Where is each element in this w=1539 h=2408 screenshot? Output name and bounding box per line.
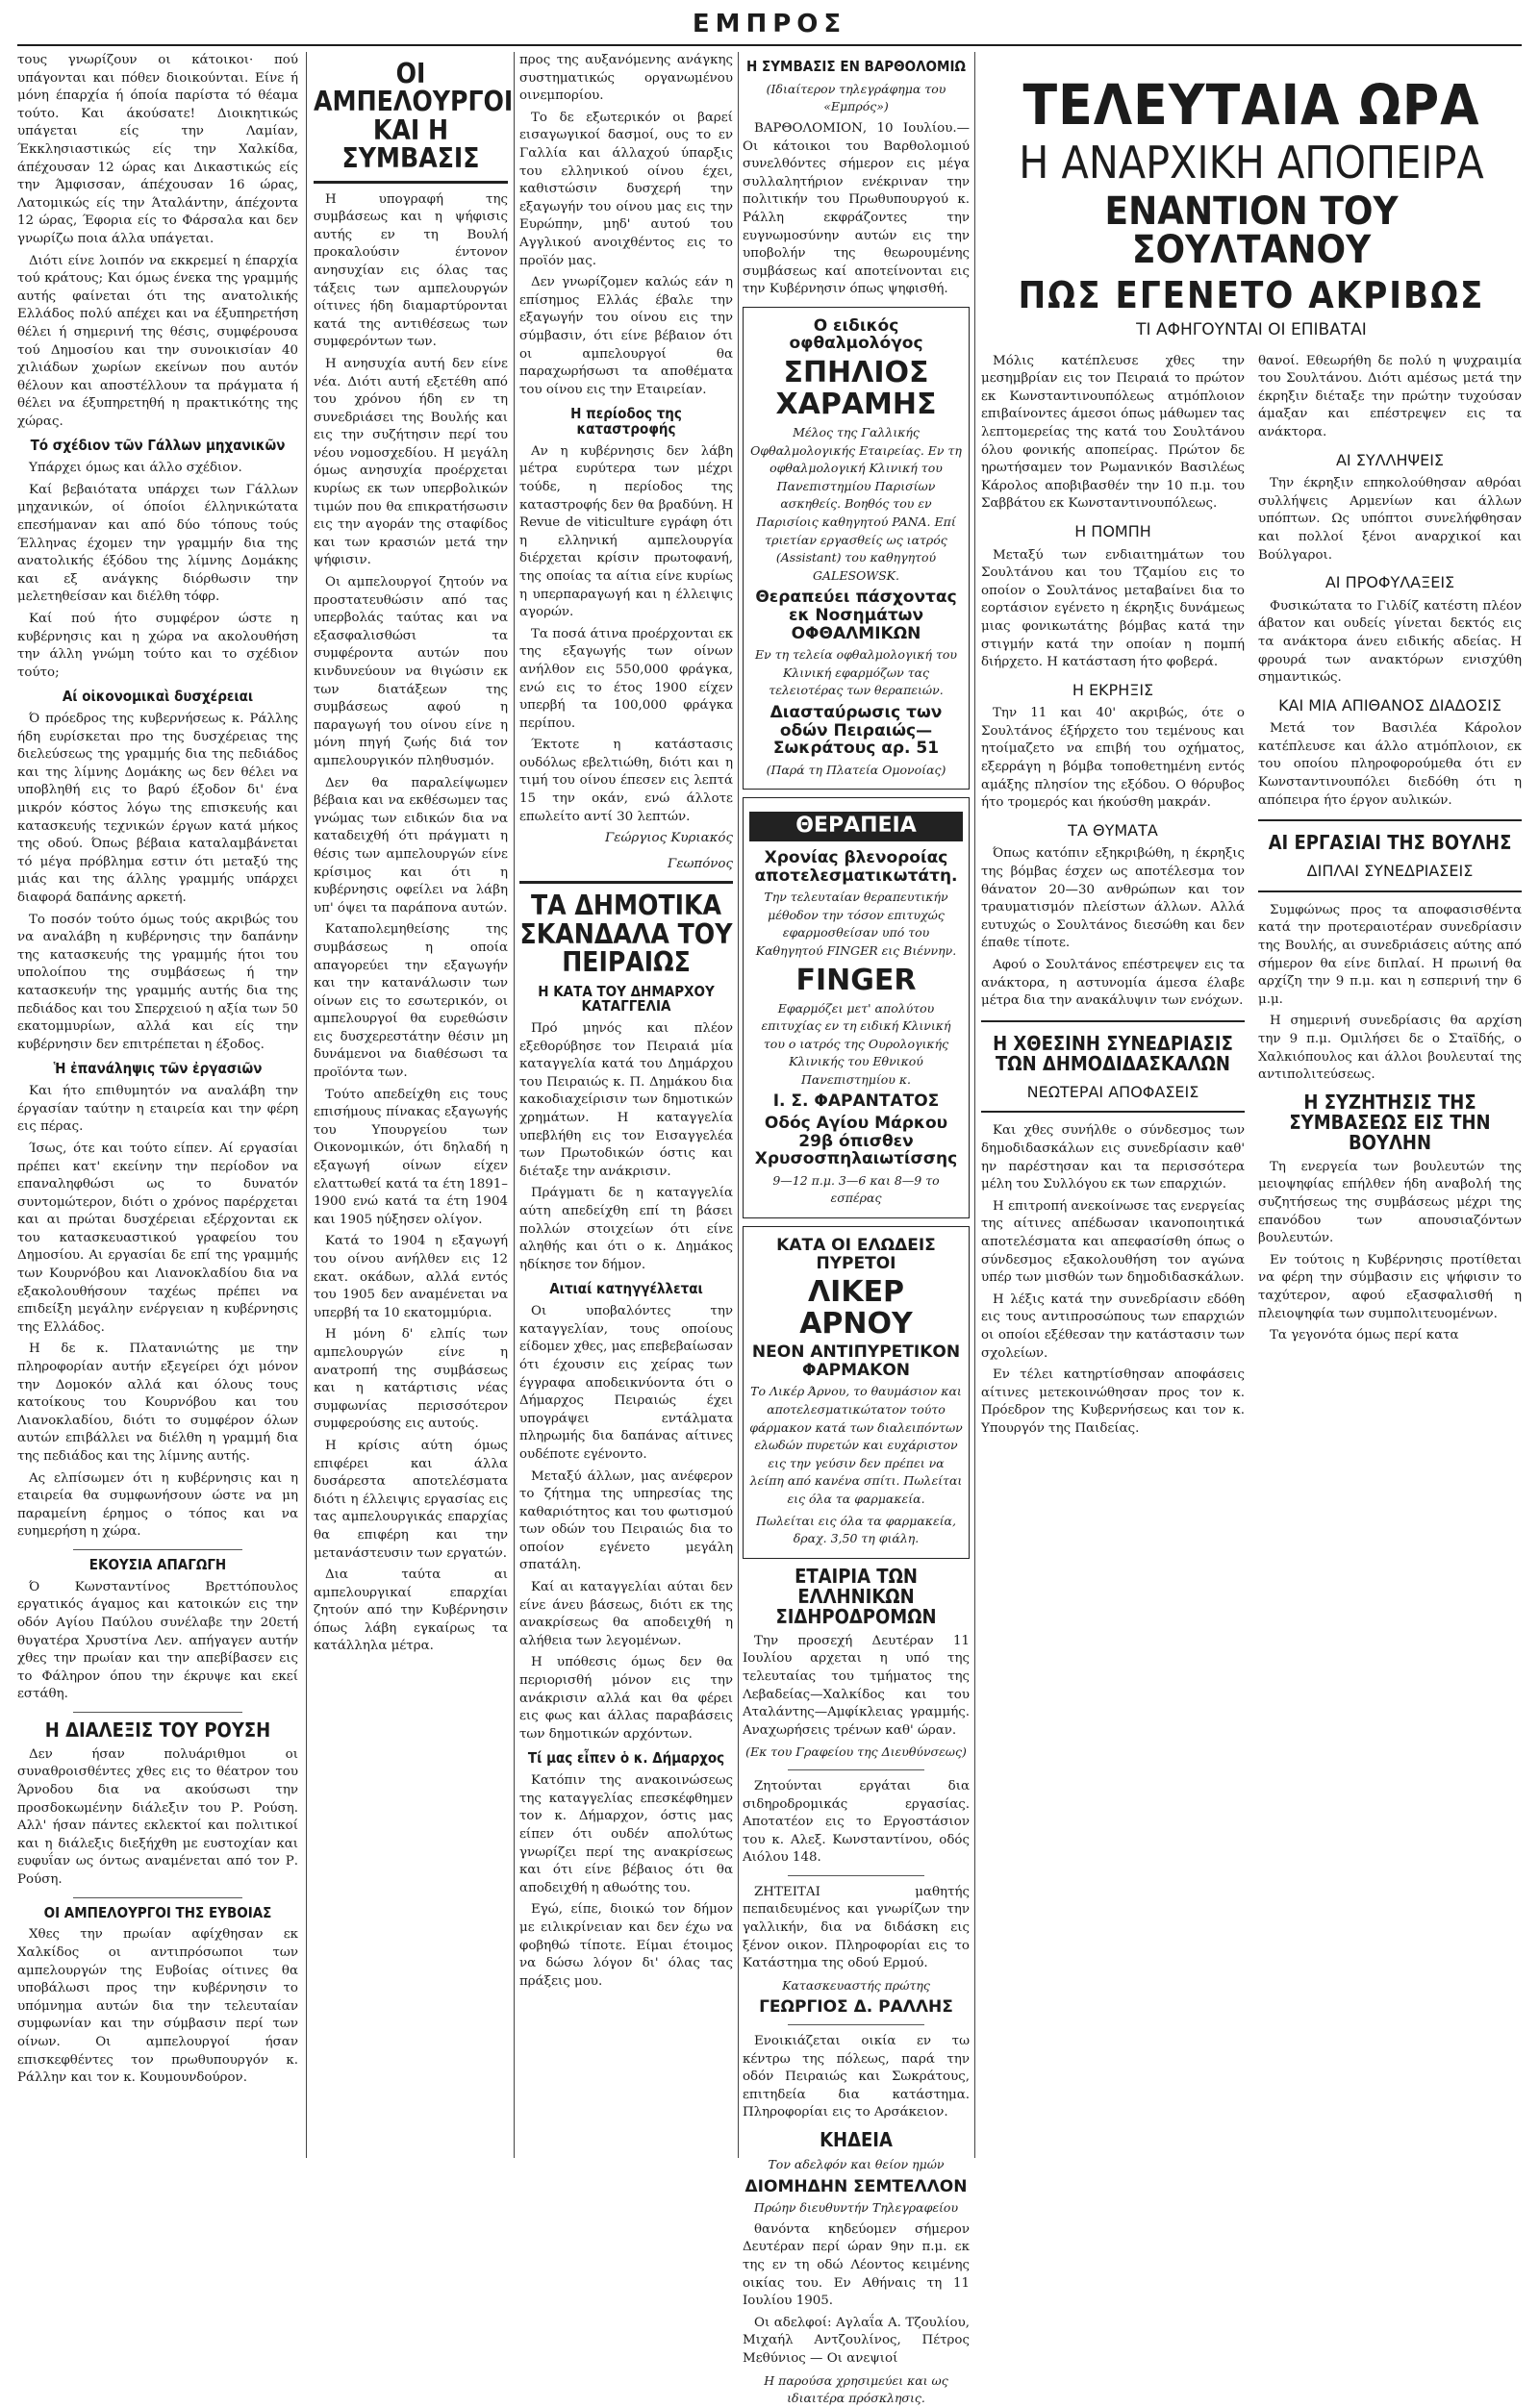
ad-professor-name: FINGER [795, 963, 917, 997]
article-text: Τη ενεργεία των βουλευτών της μειοψηφίας επήλθεν ήδη αναβολή της συζητήσεως της συμβάσεως μέχρι της επανόδου των απουσιαζόντων βουλευτών. [1258, 1159, 1522, 1246]
ad-banner: ΘΕΡΑΠΕΙΑ [749, 812, 963, 841]
article-text: Δεν γνωρίζομεν καλώς εάν η επίσημος Ελλάς έβαλε την εξαγωγήν του οίνου εις την σύμβασιν, ότι είνε βέβαιον ότι οι αμπελουργοί θα παραχωρήσωσι τα αποθέματα του οίνου εις την Εταιρείαν. [519, 275, 733, 397]
article-text: Την προσεχή Δευτέραν 11 Ιουλίου αρχεται η υπό της τελευταίας του τμήματος της Λεβαδείας—Χαλκίδος και του Αταλάντης—Αμφίκλειας γραμμής. Αναχωρήσεις τρένων καθ' ώραν. [743, 1633, 970, 1738]
subheading: Ἡ ἐπανάληψις τῶν ἐργασιῶν [53, 1060, 263, 1078]
author-title: Γεωπόνος [668, 856, 733, 871]
page-headline-3: ΕΝΑΝΤΙΟΝ ΤΟΥ ΣΟΥΛΤΑΝΟΥ [1104, 189, 1399, 272]
article-text: Μόλις κατέπλευσε χθες την μεσημβρίαν εις τον Πειραιά το πρώτον εκ Κωνσταντινουπόλεως ατμόπλοιον επιβαίνοντες άμεσοι όπως μάθωμεν τας λεπτομερείας της κατά του Σουλτάνου όλου φονικής αποπείρας. Πρώτον δε ηρωτήσαμεν τον Ρωμανικόν Βασιλέως Κάρολος αποβιβασθέν την 10 π.μ. του Σαββάτου εκ Κωνσταντινουπόλεως. [981, 353, 1245, 512]
article-text: τους γνωρίζουν οι κάτοικοι· πού υπάγονται και πόθεν διοικούνται. Είνε ή μόνη έπαρχία ή όποία παρίστα τό θέαμα τούτο. Και άκούσατε! Διοικητικώς υπάγεται είς την Λαμίαν, Έκκλησιαστικώς είς την Χαλκίδα, άπέχουσαν 12 ώρας και Δικαστικώς είς την Άμφισσαν, άπέχουσαν 16 ώρας, Λατομικώς είς την Άταλάντην, άπέχοντα 12 ώρας, Έφορια είς το Φάρσαλα και δεν γνωρίζω ποια άλλα υπάγεται. [17, 53, 298, 246]
subheading: Τό σχέδιον τῶν Γάλλων μηχανικῶν [30, 437, 286, 455]
advertisement-therapy [743, 797, 970, 1218]
article-text: Και χθες συνήλθε ο σύνδεσμος των δημοδιδασκάλων εις συνεδρίασιν καθ' ην παρέστησαν και τα περισσότερα μέλη του Συλλόγου εκ των επαρχιών. [981, 1123, 1245, 1192]
separator [73, 1897, 241, 1898]
column-1 [17, 52, 298, 2158]
article-text: Ας ελπίσωμεν ότι η κυβέρνησις και η εταιρεία θα συμφωνήσουν ώστε να μη παραμείνη έρημος ο τόπος και να ευημερήση η χώρα. [17, 1470, 298, 1540]
subcolumn-right [1258, 353, 1522, 1442]
classified-signature: ΓΕΩΡΓΙΟΣ Δ. ΡΑΛΛΗΣ [759, 1997, 953, 2018]
article-text: Φυσικώτατα το Γιλδίζ κατέστη πλέον άβατον και ουδείς γίνεται δεκτός εις τα ανάκτορα άνευ ειδικής αδείας. Η φρουρά των ανακτόρων ενισχύθη σημαντικώς. [1258, 598, 1522, 686]
advertisement-liqueur [743, 1226, 970, 1559]
funeral-notice-name: ΔΙΟΜΗΔΗΝ ΣΕΜΤΕΛΛΟΝ [744, 2176, 968, 2196]
ad-pretitle: ΚΑΤΑ ΟΙ ΕΛΩΔΕΙΣ ΠΥΡΕΤΟΙ [776, 1236, 936, 1273]
article-headline: Η ΣΥΖΗΤΗΣΙΣ ΤΗΣ ΣΥΜΒΑΣΕΩΣ ΕΙΣ ΤΗΝ ΒΟΥΛΗΝ [1289, 1090, 1491, 1154]
masthead-rule [17, 44, 1522, 46]
article-text: Μετά τον Βασιλέα Κάρολον κατέπλευσε και άλλο ατμόπλοιον, εκ του οποίου πληροφορούμεθα ότι εν Κωνσταντινουπόλει διεδόθη ότι η απόπειρα ήτο έργον αυλικών. [1258, 721, 1522, 808]
separator [519, 881, 733, 884]
article-source: (Εκ του Γραφείου της Διευθύνσεως) [745, 1744, 967, 1760]
article-text: Το δε εξωτερικόν οι βαρεί εισαγωγικοί δασμοί, ους το εν Γαλλία και άλλαχού ύπαρξις του ελληνικού οίνου έχει, καθιστώσιν δυσχερή την εξαγωγήν του οίνου μας εις την Ευρώπην, μηδ' αυτού του Αγγλικού ανοιχθέντος εις το προϊόν μας. [519, 110, 733, 268]
subheading: ΑΙ ΣΥΛΛΗΨΕΙΣ [1335, 450, 1445, 469]
article-text: Το ποσόν τούτο όμως τούς ακριβώς του να αναλάβη η κυβέρνησις την δαπάνην της κατασκευής της γραμμής ήτοι του υπολοίπου της συμβάσεως ή την κατασκευήν της γραμμής αυτής δια της πεδιάδος και του Σπερχειού η αξία των 50 εκατομμυρίων, αλλά και είς την κυβέρνησιν δεν επιτρέπεται η έξοδος. [17, 912, 298, 1052]
article-text: Οι υποβαλόντες την καταγγελίαν, τους οποίους είδομεν χθες, μας επεβεβαίωσαν ότι έχουσιν εις χείρας των έγγραφα αποδεικνύοντα ότι ο Δήμαρχος Πειραιώς έχει υπογράψει εντάλματα πληρωμής δια δαπάνας αίτινες ουδέποτε εγένοντο. [519, 1304, 733, 1462]
ad-address-note: (Παρά τη Πλατεία Ομονοίας) [766, 762, 946, 777]
separator [788, 1769, 924, 1770]
separator [73, 1712, 241, 1713]
ad-subtitle: Χρονίας βλενοροίας αποτελεσματικωτάτη. [754, 847, 958, 886]
ad-pretitle: Ο ειδικός οφθαλμολόγος [789, 315, 923, 354]
page-headline-2: Η ΑΝΑΡΧΙΚΗ ΑΠΟΠΕΙΡΑ [1019, 137, 1484, 188]
article-text: Η λέξις κατά την συνεδρίασιν εδόθη εις τους αντιπροσώπους των επαρχιών οι οποίοι εξέθεσαν την κατάστασιν των σχολείων. [981, 1292, 1245, 1361]
ad-text: Την τελευταίαν θεραπευτικήν μέθοδον την τόσον επιτυχώς εφαρμοσθείσαν υπό του Καθηγητού FINGER εις Βιέννην. [755, 890, 957, 958]
ad-doctor-name: Ι. Σ. ΦΑΡΑΝΤΑΤΟΣ [772, 1091, 940, 1112]
classified-text: Ενοικιάζεται οικία εν τω κέντρω της πόλεως, παρά την οδόν Πειραιώς και Σωκράτους, επιτηδεία δια κατάστημα. Πληροφορίαι εις το Αρσάκειον. [743, 2034, 970, 2120]
article-text: Έκτοτε η κατάστασις ουδόλως εβελτιώθη, διότι και η τιμή του οίνου έπεσεν εις λεπτά 15 την οκάν, ενώ άλλοτε επωλείτο αντί 30 λεπτών. [519, 738, 733, 824]
author-signature: Γεώργιος Κυριακός [605, 831, 733, 846]
subheading: Αί οἰκονομικαὶ δυσχέρειαι [62, 688, 254, 706]
article-headline: ΕΤΑΙΡΙΑ ΤΩΝ ΕΛΛΗΝΙΚΩΝ ΣΙΔΗΡΟΔΡΟΜΩΝ [775, 1564, 937, 1628]
article-subheadline: ΝΕΩΤΕΡΑΙ ΑΠΟΦΑΣΕΙΣ [1026, 1082, 1199, 1101]
article-text: Διότι είνε λοιπόν να εκκρεμεί η έπαρχία τού κράτους; Και όμως ένεκα της γραμμής αυτής φαίνεται ότι της ανατολικής Ελλάδος πολύ απέχει και να έξυπηρετήση θέλει ή σημερινή της θέσις, συμφέρουσα τού Δημοσίου και την συνοικισίαν 40 χιλιάδων χωρίων εκείνων που αυτόν θέλουν και αποστέλλουν τα πράγματα ή θέλει να έξυπηρετηθή η πρακτικότης της χώρας. [17, 253, 298, 429]
article-text: Υπάρχει όμως και άλλο σχέδιον. [29, 461, 242, 476]
article-headline: Η ΔΙΑΛΕΞΙΣ ΤΟΥ ΡΟΥΣΗ [44, 1718, 271, 1742]
article-text: Τούτο απεδείχθη εις τους επισήμους πίνακας εξαγωγής του Υπουργείου των Οικονομικών, ότι δηλαδή η εξαγωγή οίνων είχεν ελαττωθεί κατά τα έτη 1891–1900 ενώ κατά τα έτη 1904 και 1905 ηύξησεν ολίγον. [314, 1087, 508, 1227]
article-text: θανοί. Εθεωρήθη δε πολύ η ψυχραιμία του Σουλτάνου. Διότι αμέσως μετά την έκρηξιν διέταξε την πρώτην τυχούσαν άμαξαν και επέστρεψεν εις τα ανάκτορα. [1258, 353, 1522, 439]
separator [788, 1875, 924, 1876]
article-text: ΒΑΡΘΟΛΟΜΙΟΝ, 10 Ιουλίου.— Οι κάτοικοι του Βαρθολομιού συνελθόντες σήμερον εις μέγα συλλαλητήριον ενέκριναν την πολιτικήν του Πρωθυπουργού κ. Ράλλη εκφράζοντες την ευγνωμοσύνην αυτών εις την υποβολήν της θεωρουμένης συμβάσεως καί αποτείνονται εις την Κυβέρνησιν όπως ψηφισθή. [743, 120, 970, 297]
ad-credentials: Μέλος της Γαλλικής Οφθαλμολογικής Εταιρείας. Εν τη οφθαλμολογική Κλινική του Πανεπιστημίου Παρισίων ασκηθείς. Βοηθός του εν Παρισίοις καθηγητού PANA. Επί τριετίαν εργασθείς ως ιατρός (Assistant) του καθηγητού GALESOWSK. [750, 425, 962, 583]
article-header-box [981, 1020, 1245, 1114]
article-text: Τα γεγονότα όμως περί κατα [1270, 1328, 1459, 1343]
article-text: Ό Κωνσταντίνος Βρεττόπουλος εργατικός άγαμος και κατοικών εις την οδόν Αγίου Παύλου συνέλαβε την 20ετή θυγατέρα Χρυστίνα Λεν. απήγαγεν αυτήν χθες την πρωίαν και την απεβίβασεν εις το Φάληρον όπου την έκρυψε και εκεί εστάθη. [17, 1579, 298, 1702]
article-subheadline: ΔΙΠΛΑΙ ΣΥΝΕΔΡΙΑΣΕΙΣ [1306, 862, 1474, 881]
article-text: Καί πού ήτο συμφέρον ώστε η κυβέρνησις και η χώρα να ακολουθήση την άλλη γνώμη τούτο και το σχέδιον τούτο; [17, 611, 298, 680]
funeral-notice-title: Πρώην διευθυντήν Τηλεγραφείου [753, 2200, 959, 2216]
column-divider [738, 52, 739, 2158]
article-text: Καί βεβαιότατα υπάρχει των Γάλλων μηχανικών, οί όποίοι έλληνικώτατα επεσήμαναν και από δύο τόπους τούς Έλληνας έχομεν την γραμμήν δια της ανατολικής έξόδου της λίμνης Δομάκης και εξ ανάγκης διόρθωσιν την μελετηθείσαν και διέλθη τόφρ. [17, 482, 298, 605]
article-text: Συμφώνως προς τα αποφασισθέντα κατά την προτεραιοτέραν συνεδρίασιν της Βουλής, αι συνεδριάσεις αύτης από σήμερον θα είνε διπλαί. Η πρωινή θα αρχίζη την 9 π.μ. και η εσπερινή την 6 μ.μ. [1258, 902, 1522, 1007]
classified-text: Ζητούνται εργάται δια σιδηροδρομικάς εργασίας. Αποτατέον εις το Εργοστάσιον του κ. Αλεξ. Κωνσταντίνου, οδός Αιόλου 148. [743, 1778, 970, 1866]
article-headline: Η ΧΘΕΣΙΝΗ ΣΥΝΕΔΡΙΑΣΙΣ ΤΩΝ ΔΗΜΟΔΙΔΑΣΚΑΛΩΝ [993, 1031, 1233, 1075]
article-text: Την 11 και 40' ακριβώς, ότε ο Σουλτάνος έξήρχετο του τεμένους και ητοίμαζετο να επιβή του οχήματος, εξερράγη η βόμβα τοποθετημένη εντός αμάξης πλησίον της εξόδου. Ο θόρυβος ήτο τρομερός και ήκούσθη μακράν. [981, 706, 1245, 811]
classified-text: ΖΗΤΕΙΤΑΙ μαθητής πεπαιδευμένος και γνωρίζων την γαλλικήν, δια να διδάσκη εις ξένον οικον. Πληροφορίαι εις το Κατάστημα της οδού Ερμού. [743, 1884, 970, 1971]
article-text: Η επιτροπή ανεκοίνωσε τας ενεργείας της αίτινες απέδωσαν ικανοποιητικά αποτελέσματα και απεφασίσθη όπως ο σύνδεσμος εξακολουθήση τον αγώνα υπέρ των μισθών των δημοδιδασκάλων. [981, 1198, 1245, 1286]
funeral-notice-text: Τον αδελφόν και θείον ημών [768, 2157, 945, 2171]
subcolumn-left [981, 353, 1245, 1442]
column-5 [981, 52, 1522, 2158]
column-4 [743, 52, 970, 2406]
article-headline: Η ΣΥΜΒΑΣΙΣ ΕΝ ΒΑΡΘΟΛΟΜΙΩ [746, 58, 966, 75]
subheading: Η ΕΚΡΗΞΙΣ [1072, 680, 1154, 699]
article-text: Δεν ήσαν πολυάριθμοι οι συναθροισθέντες χθες εις το θέατρον του Άρνοδου δια να ακούσωσι την προσδοκωμένην διάλεξιν του Ρ. Ρούση. Αλλ' ήσαν πάντες εκλεκτοί και πολιτικοί και η διάλεξις διεξήχθη με ευστοχίαν και ευφυΐαν ως όντως αναμένεται από τον Ρ. Ρούση. [17, 1746, 298, 1888]
funeral-notice-text: θανόντα κηδεύομεν σήμερον Δευτέραν περί ώραν 9ην π.μ. εκ της εν τη οδώ Λέοντος κειμένης οικίας του. Εν Αθήναις τη 11 Ιουλίου 1905. [743, 2221, 970, 2309]
article-text: Μεταξύ των ενδιαιτημάτων του Σουλτάνου και του Τζαμίου εις το οποίον ο Σουλτάνος μεταβαίνει δια το εορτάσιον εγένετο η έκρηξις δυνάμεως μιας φονικωτάτης βόμβας κατά την στιγμήν κατά την οποίαν η πομπή διήρχετο. Η κατάσταση ήτο φοβερά. [981, 547, 1245, 670]
article-headline: ΕΚΟΥΣΙΑ ΑΠΑΓΩΓΗ [88, 1555, 227, 1573]
article-text: Μεταξύ άλλων, μας ανέφερον το ζήτημα της υπηρεσίας της καθαριότητος και του φωτισμού των οδών του Πειραιώς δια το οποίον εγένετο μεγάλη σπατάλη. [519, 1468, 733, 1573]
funeral-notice-text: Η παρούσα χρησιμεύει και ως ιδιαιτέρα πρόσκλησις. [764, 2372, 948, 2406]
ad-specialty: Θεραπεύει πάσχοντας εκ Νοσημάτων ΟΦΘΑΛΜΙΚΩΝ [755, 588, 957, 643]
article-text: Καταπολεμηθείσης της συμβάσεως η οποία απαγορεύει την εξαγωγήν και την κατανάλωσιν των οίνων εις το εσωτερικόν, οι αμπελουργοί θα ευρεθώσιν εις δυσχερεστάτην θέσιν μη δυνάμενοι να διαθέσωσι τα προϊόντα των. [314, 922, 508, 1081]
article-text: Εν τούτοις η Κυβέρνησις προτίθεται να φέρη την σύμβασιν εις ψήφισιν το ταχύτερον, αφού εξασφαλισθή η πλειοψηφία των συμπολιτευομένων. [1258, 1252, 1522, 1321]
article-text: Την έκρηξιν επηκολούθησαν αθρόαι συλλήψεις Αρμενίων και άλλων υπόπτων. Ως υπόπτοι συνελήφθησαν και πολλοί ξένοι αναρχικοί και Βούλγαροι. [1258, 476, 1522, 563]
article-text: Χθες την πρωίαν αφίχθησαν εκ Χαλκίδος οι αντιπρόσωποι των αμπελουργών της Ευβοίας οίτινες θα υποβάλωσι προς την κυβέρνησιν το υπόμνημα αυτών δια την τελευταίαν συμφωνίαν και την σύμβασιν περί των οίνων. Οι αμπελουργοί ήσαν επισκεφθέντες τον πρωθυπουργόν κ. Ράλλην και τον κ. Κουμουνδούρον. [17, 1927, 298, 2086]
article-text: Αν η κυβέρνησις δεν λάβη μέτρα ευρύτερα των μέχρι τούδε, η περίοδος της καταστροφής δεν θα βραδύνη. Η Revue de viticulture εγράφη ότι η ελληνική αμπελουργία διέρχεται κρίσιν πρωτοφανή, της οποίας τα αίτια είνε κυρίως η υπερπαραγωγή και η έλλειψις αγορών. [519, 443, 733, 620]
funeral-notice-heading: ΚΗΔΕΙΑ [820, 2128, 893, 2151]
article-subheadline: Η ΚΑΤΑ ΤΟΥ ΔΗΜΑΡΧΟΥ ΚΑΤΑΓΓΕΛΙΑ [538, 982, 715, 1016]
page-headline: ΤΕΛΕΥΤΑΙΑ ΩΡΑ [1022, 72, 1480, 138]
article-text: Η δε κ. Πλατανιώτης με την πληροφορίαν αυτήν εξεγείρει όχι μόνον την Δομοκόν αλλά και όλους τους κατοίκους του Κουρνόβου και του Λιανοκλαδίου, διότι το συμφέρον όλων αυτών επιβάλλει να διέλθη η γραμμή δια της πεδιάδος και της λίμνης αυτής. [17, 1342, 298, 1464]
subheading: ΑΙ ΠΡΟΦΥΛΑΞΕΙΣ [1325, 573, 1455, 592]
separator [73, 1549, 241, 1550]
article-text: Κατά το 1904 η εξαγωγή του οίνου ανήλθεν εις 12 εκατ. οκάδων, αλλά εντός του 1905 δεν αναμένεται να υπερβή τα 10 εκατομμύρια. [314, 1234, 508, 1320]
article-text: Η υπόθεσις όμως δεν θα περιορισθή μόνον εις την ανάκρισιν αλλά και θα φέρει εις φως και άλλας παραβάσεις των δημοτικών αρχόντων. [519, 1655, 733, 1742]
subheading: Η περίοδος της καταστροφής [570, 405, 682, 439]
ad-text: Εφαρμόζει μετ' απολύτου επιτυχίας εν τη ειδική Κλινική του ο ιατρός της Ουρολογικής Κλινικής του Εθνικού Πανεπιστημίου κ. [761, 1000, 951, 1087]
article-text: Δεν θα παραλείψωμεν βέβαια και να εκθέσωμεν τας γνώμας των ειδικών δια να καταδειχθή ότι πράγματι η θέσις των αμπελουργών είνε κρίσιμος και ότι η κυβέρνησις οφείλει να λάβη υπ' όψει τα παράπονα αυτών. [314, 775, 508, 916]
article-text: Η ανησυχία αυτή δεν είνε νέα. Διότι αυτή εξετέθη από του χρόνου ήδη εν τη συνεδριάσει της Βουλής και εις την συζήτησιν περί του νέου νομοσχεδίου. Η μεγάλη όμως ανησυχία προέρχεται κυρίως εκ των υπερβολικών τιμών που θα επικρατήσωσιν εις την αγοράν της σταφίδος και των κρασιών μετά την ψήφισιν. [314, 356, 508, 568]
page-headline-5: ΤΙ ΑΦΗΓΟΥΝΤΑΙ ΟΙ ΕΠΙΒΑΤΑΙ [1136, 320, 1367, 339]
article-text: Η κρίσις αύτη όμως επιφέρει και άλλα δυσάρεστα αποτελέσματα διότι η έλλειψις εργασίας εις τας αμπελουργικάς επαρχίας θα επιφέρη και την μετανάστευσιν των εργατών. [314, 1438, 508, 1561]
article-text: Τα ποσά άτινα προέρχονται εκ της εξαγωγής των οίνων ανήλθον εις 550,000 φράγκα, ενώ εις το έτος 1900 είχεν υπερβή τα 100,000 φράγκα περίπου. [519, 626, 733, 731]
advertisement-ophthalmologist [743, 307, 970, 790]
article-headline: ΤΑ ΔΗΜΟΤΙΚΑ ΣΚΑΝΔΑΛΑ ΤΟΥ ΠΕΙΡΑΙΩΣ [519, 890, 733, 979]
article-text: Ίσως, ότε και τούτο είπεν. Αί εργασίαι πρέπει κατ' εκείνην την περίοδον να επαναληφθώσι ως το δυνατόν συντομώτερον, διότι ο χρόνος παρέρχεται και αι πρώται δυσχέρειαι εξέρχονται εκ του κατασκευαστικού γραφείου του Δημοσίου. Αι εργασίαι δε επί της γραμμής των Κουρνόβου και Λιανοκλαδίου δια να εξακολουθήσουν ταχέως πρέπει να επιδείξη μεγάλην ενέργειαν η κυβέρνησις της Ελλάδος. [17, 1141, 298, 1335]
column-divider [974, 52, 975, 2158]
subheading: Τί μας εἶπεν ὁ κ. Δήμαρχος [527, 1749, 725, 1768]
article-text: προς της αυξανόμενης ανάγκης συστηματικώς οργανωμένου οινεμπορίου. [519, 53, 733, 104]
separator [314, 181, 508, 184]
newspaper-name: ΕΜΠΡΟΣ [692, 10, 847, 38]
ad-text: Το Λικέρ Άρνου, το θαυμάσιον και αποτελεσματικώτατον τούτο φάρμακον κατά των διαλειπόντων ελωδών πυρετών και ευχάριστον εις την γεύσιν δεν πρέπει να λείπη από κανένα σπίτι. Πωλείται εις όλα τα φαρμακεία. [749, 1384, 963, 1506]
article-header-box [1258, 819, 1522, 892]
article-headline: ΟΙ ΑΜΠΕΛΟΥΡΓΟΙ ΤΗΣ ΕΥΒΟΙΑΣ [43, 1903, 272, 1921]
page-headline-4: ΠΩΣ ΕΓΕΝΕΤΟ ΑΚΡΙΒΩΣ [1018, 274, 1485, 316]
article-headline: ΑΙ ΕΡΓΑΣΙΑΙ ΤΗΣ ΒΟΥΛΗΣ [1268, 831, 1512, 855]
classified-signature: Κατασκευαστής πρώτης [782, 1977, 930, 1993]
ad-price: Πωλείται εις όλα τα φαρμακεία, δραχ. 3,50 τη φιάλη. [756, 1513, 956, 1546]
ad-text: Εν τη τελεία οφθαλμολογική του Κλινική εφαρμόζων τας τελειοτέρας των θεραπειών. [755, 647, 957, 698]
ad-address: Διασταύρωσις των οδών Πειραιώς—Σωκράτους αρ. 51 [770, 702, 943, 759]
article-text: Κατόπιν της ανακοινώσεως της καταγγελίας επεσκέφθημεν τον κ. Δήμαρχον, όστις μας είπεν ότι ουδέν απολύτως γνωρίζει περί της ανακρίσεως και ότι είνε βέβαιος ότι θα αποδειχθή η αθωότης του. [519, 1773, 733, 1895]
article-text: Η σημερινή συνεδρίασις θα αρχίση την 9 π.μ. Ομιλήσει δε ο Σταϊδής, ο Χαλκιόπουλος και άλλοι βουλευταί της αντιπολιτεύσεως. [1258, 1014, 1522, 1083]
article-text: Εν τέλει κατηρτίσθησαν αποφάσεις αίτινες μετεκοινώθησαν προς τον κ. Πρόεδρον της Κυβερνήσεως και τον κ. Υπουργόν της Παιδείας. [981, 1367, 1245, 1436]
subheading: ΤΑ ΘΥΜΑΤΑ [1068, 820, 1158, 840]
column-3 [519, 52, 733, 2158]
article-text: Πράγματι δε η καταγγελία αύτη απεδείχθη επί τη βάσει πολλών στοιχείων ότι είνε αληθής και ότι ο κ. Δημάκος ηδίκησε τον δήμον. [519, 1186, 733, 1272]
ad-subtitle: ΝΕΟΝ ΑΝΤΙΠΥΡΕΤΙΚΟΝ ΦΑΡΜΑΚΟΝ [751, 1342, 961, 1380]
article-text: Η υπογραφή της συμβάσεως και η ψήφισις αυτής εν τη Βουλή προκαλούσιν έντονον ανησυχίαν εις όλας τας τάξεις των αμπελουργών οίτινες ήδη διαμαρτύρονται κατά της αντιθέσεως των συμφερόντων των. [314, 191, 508, 350]
funeral-notice-relatives: Οι αδελφοί: Αγλαΐα Α. Τζουλίου, Μιχαήλ Αντζουλίνος, Πέτρος Μεθύνιος — Οι ανεψιοί [743, 2315, 970, 2366]
article-text: Ό πρόεδρος της κυβερνήσεως κ. Ράλλης ήδη ευρίσκεται προ της δυσχέρειας της διελεύσεως της γραμμής δια της πεδιάδος και της λίμνης Δομάκης ως δεν θέλει να υποβληθή εις το βαρύ έξοδον δι' ένα μικρόν κόστος λόγω της επισκευής και κατασκευής τεχνικών έργων κατά μήκος της οδού. Όπως βέβαια καταλαμβάνεται τό μέγα πρόβλημα εστιν ότι μεταξύ της μιάς και της άλλης γραμμής υπάρχει διαφορά δαπάνης αρκετή. [17, 712, 298, 906]
article-text: Όπως κατόπιν εξηκριβώθη, η έκρηξις της βόμβας έσχεν ως αποτέλεσμα τον θάνατον 20—30 ανθρώπων και τον τραυματισμόν πλείστων άλλων. Αλλά ευτυχώς ο Σουλτάνος διεσώθη και δεν έπαθε τίποτε. [981, 846, 1245, 951]
subheading: Η ΠΟΜΠΗ [1074, 521, 1151, 540]
article-text: Καί αι καταγγελίαι αύται δεν είνε άνευ βάσεως, διότι εκ της ανακρίσεως θα αποδειχθή η αλήθεια των λεγομένων. [519, 1580, 733, 1648]
article-text: Πρό μηνός και πλέον εξεθορύβησε τον Πειραιά μία καταγγελία κατά του Δημάρχου του Πειραιώς κ. Π. Δημάκου δια κακοδιαχείρισιν των δημοτικών χρημάτων. Η καταγγελία υπεβλήθη εις τον Εισαγγελέα των Πρωτοδικών όστις και διέταξε την ανάκρισιν. [519, 1021, 733, 1179]
article-text: Και ήτο επιθυμητόν να αναλάβη την έργασίαν ταύτην η εταιρεία και την φέρη εις πέρας. [17, 1084, 298, 1135]
article-text: Αφού ο Σουλτάνος επέστρεψεν εις τα ανάκτορα, η αστυνομία άμεσα έλαβε μέτρα δια την ανακάλυψιν των ενόχων. [981, 958, 1245, 1009]
ad-hours: 9—12 π.μ. 3—6 και 8—9 το εσπέρας [772, 1172, 940, 1206]
article-headline: ΟΙ ΑΜΠΕΛΟΥΡΓΟΙ ΚΑΙ Η ΣΥΜΒΑΣΙΣ [314, 58, 514, 175]
subheading: ΚΑΙ ΜΙΑ ΑΠΙΘΑΝΟΣ ΔΙΑΔΟΣΙΣ [1278, 695, 1501, 715]
two-column-body [981, 353, 1522, 1442]
article-text: Εγώ, είπε, διοικώ τον δήμον με ειλικρίνειαν και δεν έχω να φοβηθώ τίποτε. Είμαι έτοιμος να δώσω λόγον δι' όλας τας πράξεις μου. [519, 1902, 733, 1989]
ad-address: Οδός Αγίου Μάρκου 29β όπισθεν Χρυσοσπηλαιωτίσσης [754, 1114, 958, 1169]
separator [788, 2024, 924, 2025]
ad-product-name: ΛΙΚΕΡ ΑΡΝΟΥ [799, 1275, 913, 1342]
masthead [0, 0, 1539, 50]
article-source: (Ιδιαίτερον τηλεγράφημα του «Εμπρός») [766, 81, 946, 114]
column-divider [306, 52, 307, 2158]
column-divider [514, 52, 515, 2158]
article-text: Δια ταύτα αι αμπελουργικαί επαρχίαι ζητούν από την Κυβέρνησιν όπως λάβη εγκαίρως τα κατάλληλα μέτρα. [314, 1568, 508, 1654]
article-text: Η μόνη δ' ελπίς των αμπελουργών είνε η ανατροπή της συμβάσεως και η κατάρτισις νέας συμφωνίας περισσότερον συμφερούσης εις αυτούς. [314, 1327, 508, 1432]
subheading: Αιτιαί κατηγγέλλεται [549, 1280, 703, 1298]
column-2 [314, 52, 514, 2158]
article-text: Οι αμπελουργοί ζητούν να προστατευθώσιν από τας υπερβολάς ταύτας και να εξασφαλισθώσι τα συμφέροντα αυτών που κινδυνεύουν να θιγώσιν εκ των διατάξεων της συμβάσεως αφού η παραγωγή του οίνου είνε η μόνη πηγή ζωής διά τον αμπελουργικόν πληθυσμόν. [314, 575, 508, 768]
ad-doctor-name: ΣΠΗΛΙΟΣ ΧΑΡΑΜΗΣ [775, 356, 937, 422]
